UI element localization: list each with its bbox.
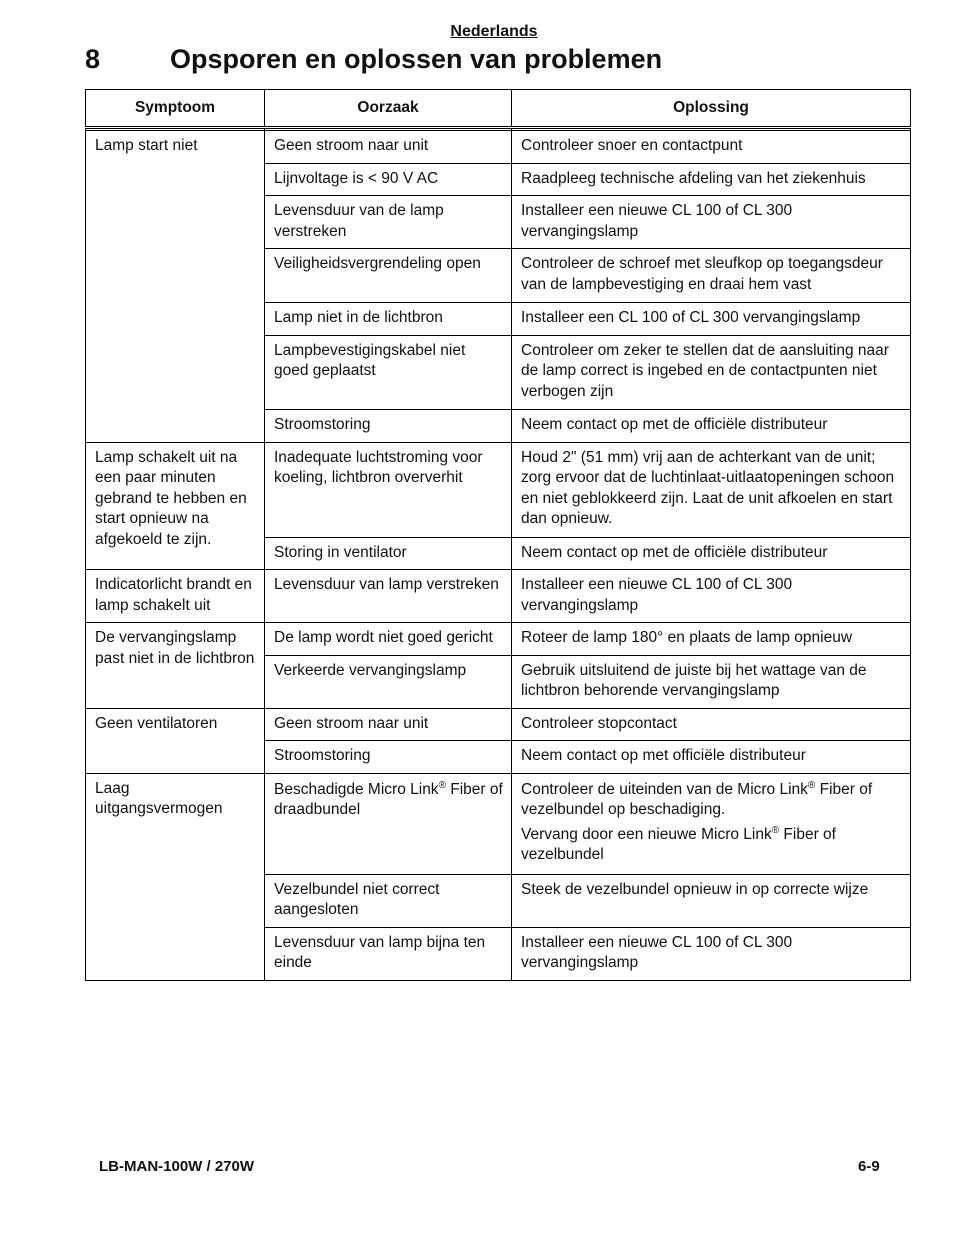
symptom-cell: Laag uitgangsvermogen (86, 773, 265, 980)
cause-cell: Geen stroom naar unit (265, 708, 512, 741)
column-header-cause: Oorzaak (265, 90, 512, 128)
page-number: 6-9 (858, 1158, 880, 1175)
cause-cell: Inadequate luchtstroming voor koeling, lichtbron oververhit (265, 442, 512, 537)
solution-cell: Controleer de schroef met sleufkop op toegangsdeur van de lampbevestiging en draai hem vast (512, 249, 911, 303)
symptom-cell: Geen ventilatoren (86, 708, 265, 773)
cause-cell: Verkeerde vervangingslamp (265, 655, 512, 708)
symptom-cell: Lamp start niet (86, 131, 265, 443)
solution-cell: Steek de vezelbundel opnieuw in op correcte wijze (512, 874, 911, 927)
solution-cell: Installeer een nieuwe CL 100 of CL 300 vervangingslamp (512, 196, 911, 249)
registered-mark: ® (771, 824, 780, 836)
solution-cell: Controleer snoer en contactpunt (512, 131, 911, 164)
cause-cell: Geen stroom naar unit (265, 131, 512, 164)
cause-cell: Levensduur van de lamp verstreken (265, 196, 512, 249)
section-heading (85, 44, 662, 75)
cause-text: Beschadigde Micro Link (274, 780, 439, 798)
solution-text: Fiber of vezelbundel (521, 825, 836, 863)
symptom-cell: Indicatorlicht brandt en lamp schakelt uit (86, 570, 265, 623)
solution-cell: Installeer een nieuwe CL 100 of CL 300 vervangingslamp (512, 570, 911, 623)
table-row (86, 131, 911, 164)
solution-text: Fiber of vezelbundel op beschadiging. (521, 780, 873, 818)
column-header-symptom: Symptoom (86, 90, 265, 128)
cause-cell: Lamp niet in de lichtbron (265, 303, 512, 336)
symptom-cell: Lamp schakelt uit na een paar minuten gebrand te hebben en start opnieuw na afgekoeld te zijn. (86, 442, 265, 570)
column-header-solution: Oplossing (512, 90, 911, 128)
table-row (86, 773, 911, 874)
table-row (86, 623, 911, 656)
cause-cell (265, 773, 512, 874)
cause-cell: Stroomstoring (265, 741, 512, 774)
cause-cell: Vezelbundel niet correct aangesloten (265, 874, 512, 927)
troubleshooting-table (85, 89, 911, 981)
solution-cell: Controleer stopcontact (512, 708, 911, 741)
section-title: Opsporen en oplossen van problemen (170, 44, 663, 74)
solution-text: Vervang door een nieuwe Micro Link (521, 825, 772, 843)
symptom-cell: De vervangingslamp past niet in de lichtbron (86, 623, 265, 709)
solution-cell: Roteer de lamp 180° en plaats de lamp opnieuw (512, 623, 911, 656)
table-header-row (86, 90, 911, 128)
cause-cell: Lijnvoltage is < 90 V AC (265, 163, 512, 196)
cause-text: Fiber of draadbundel (274, 780, 503, 818)
solution-cell: Installeer een CL 100 of CL 300 vervangingslamp (512, 303, 911, 336)
cause-cell: Veiligheidsvergrendeling open (265, 249, 512, 303)
solution-cell: Houd 2" (51 mm) vrij aan de achterkant van de unit; zorg ervoor dat de luchtinlaat-uitlaatopeningen schoon en niet geblokkeerd zijn. Laat de unit afkoelen en start dan opnieuw. (512, 442, 911, 537)
cause-cell: Storing in ventilator (265, 537, 512, 570)
solution-cell: Raadpleeg technische afdeling van het ziekenhuis (512, 163, 911, 196)
cause-cell: De lamp wordt niet goed gericht (265, 623, 512, 656)
cause-cell: Levensduur van lamp bijna ten einde (265, 927, 512, 980)
language-heading: Nederlands (450, 23, 538, 40)
solution-cell: Gebruik uitsluitend de juiste bij het wattage van de lichtbron behorende vervangingslamp (512, 655, 911, 708)
solution-paragraph (521, 825, 902, 866)
cause-cell: Levensduur van lamp verstreken (265, 570, 512, 623)
solution-cell (512, 773, 911, 874)
registered-mark: ® (807, 779, 816, 791)
table-row (86, 442, 911, 537)
cause-cell: Stroomstoring (265, 410, 512, 443)
table-row (86, 570, 911, 623)
cause-cell: Lampbevestigingskabel niet goed geplaatst (265, 335, 512, 410)
solution-cell: Neem contact op met de officiële distributeur (512, 410, 911, 443)
document-id: LB-MAN-100W / 270W (99, 1158, 255, 1175)
section-number: 8 (85, 44, 101, 74)
solution-cell: Controleer om zeker te stellen dat de aansluiting naar de lamp correct is ingebed en de contactpunten niet verbogen zijn (512, 335, 911, 410)
solution-text: Controleer de uiteinden van de Micro Link (521, 780, 808, 798)
solution-cell: Neem contact op met de officiële distributeur (512, 537, 911, 570)
solution-cell: Neem contact op met officiële distributeur (512, 741, 911, 774)
registered-mark: ® (438, 779, 446, 791)
solution-paragraph (521, 780, 902, 821)
solution-cell: Installeer een nieuwe CL 100 of CL 300 vervangingslamp (512, 927, 911, 980)
table-row (86, 708, 911, 741)
